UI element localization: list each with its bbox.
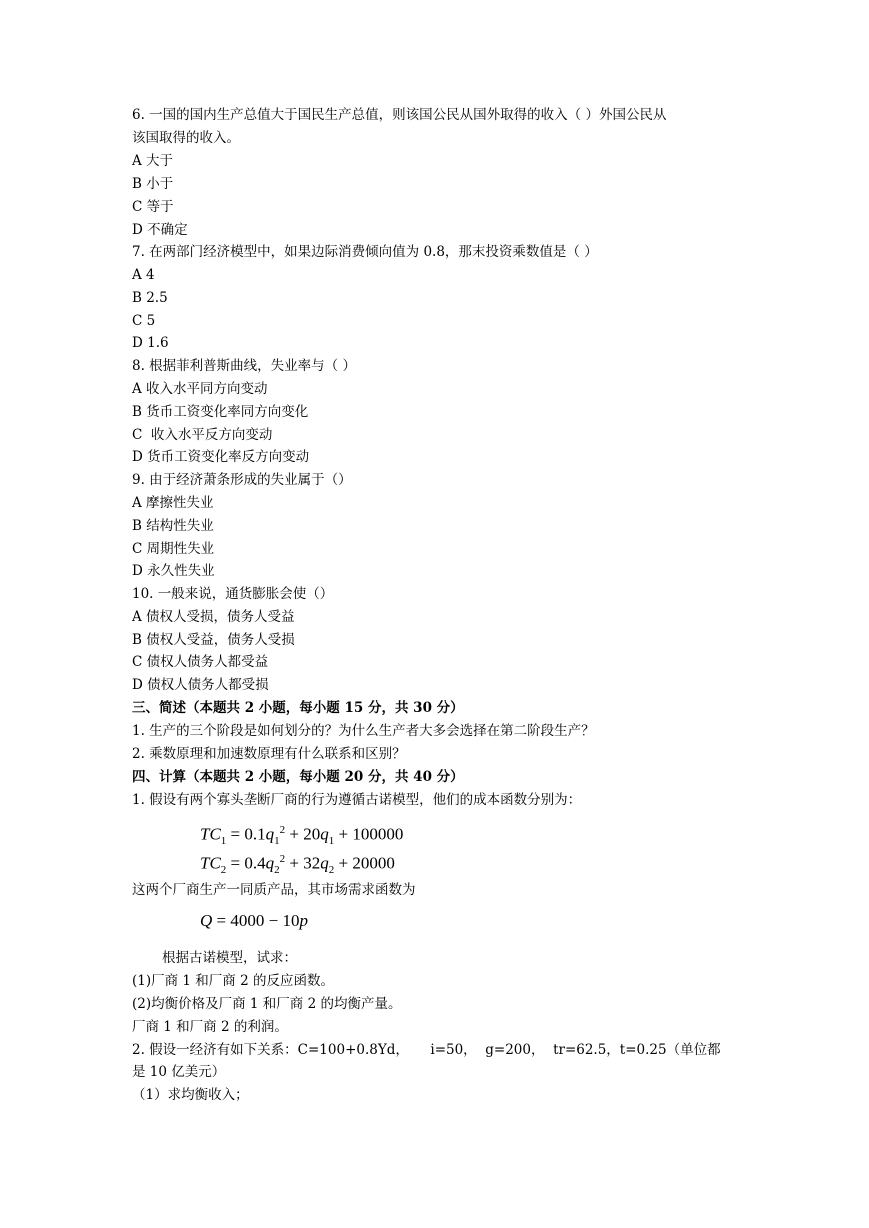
q9-option-c: C 周期性失业 bbox=[132, 541, 215, 557]
q7-option-a: A 4 bbox=[132, 267, 155, 283]
q8-option-c: C 收入水平反方向变动 bbox=[132, 427, 273, 443]
section4-heading: 四、计算（本题共 2 小题，每小题 20 分，共 40 分） bbox=[132, 769, 464, 785]
cost-equation-2: $TC_2 = 0.4q_2^2 + 32q_2 + 20000$ bbox=[200, 853, 395, 877]
problem1-intro: 1. 假设有两个寡头垄断厂商的行为遵循古诺模型，他们的成本函数分别为： bbox=[132, 792, 582, 808]
q6-stem-line1: 6. 一国的国内生产总值大于国民生产总值，则该国公民从国外取得的收入（ ）外国公民从 bbox=[132, 107, 667, 123]
q8-option-d: D 货币工资变化率反方向变动 bbox=[132, 449, 310, 465]
q6-option-b: B 小于 bbox=[132, 176, 174, 192]
subquestion-1: (1)厂商 1 和厂商 2 的反应函数。 bbox=[132, 973, 334, 989]
q9-stem: 9. 由于经济萧条形成的失业属于（） bbox=[132, 472, 352, 488]
q10-option-a: A 债权人受损，债务人受益 bbox=[132, 609, 295, 625]
subquestion-2: (2)均衡价格及厂商 1 和厂商 2 的均衡产量。 bbox=[132, 996, 402, 1012]
q6-option-a: A 大于 bbox=[132, 153, 174, 169]
q9-option-a: A 摩擦性失业 bbox=[132, 495, 214, 511]
demand-equation: Q = 4000 − 10p bbox=[200, 911, 308, 930]
q9-option-d: D 永久性失业 bbox=[132, 563, 215, 579]
problem2-line2: 是 10 亿美元） bbox=[132, 1064, 226, 1080]
q10-option-b: B 债权人受益，债务人受损 bbox=[132, 632, 295, 648]
section3-heading: 三、简述（本题共 2 小题，每小题 15 分，共 30 分） bbox=[132, 700, 464, 716]
q8-stem: 8. 根据菲利普斯曲线，失业率与（ ） bbox=[132, 358, 356, 374]
q6-stem-line2: 该国取得的收入。 bbox=[132, 130, 240, 146]
q7-option-d: D 1.6 bbox=[132, 335, 169, 351]
q7-option-c: C 5 bbox=[132, 313, 156, 329]
q7-stem: 7. 在两部门经济模型中，如果边际消费倾向值为 0.8，那末投资乘数值是（ ） bbox=[132, 244, 598, 260]
section3-item-2: 2. 乘数原理和加速数原理有什么联系和区别？ bbox=[132, 746, 406, 762]
q10-stem: 10. 一般来说，通货膨胀会使（） bbox=[132, 586, 334, 602]
demand-intro: 这两个厂商生产一同质产品，其市场需求函数为 bbox=[132, 882, 416, 898]
q9-option-b: B 结构性失业 bbox=[132, 518, 214, 534]
q10-option-d: D 债权人债务人都受损 bbox=[132, 677, 269, 693]
q10-option-c: C 债权人债务人都受益 bbox=[132, 654, 269, 670]
q7-option-b: B 2.5 bbox=[132, 290, 168, 306]
q8-option-a: A 收入水平同方向变动 bbox=[132, 381, 268, 397]
cournot-ask: 根据古诺模型，试求： bbox=[162, 950, 297, 966]
problem2-sub1: （1）求均衡收入； bbox=[132, 1087, 249, 1103]
q8-option-b: B 货币工资变化率同方向变化 bbox=[132, 404, 309, 420]
subquestion-3: 厂商 1 和厂商 2 的利润。 bbox=[132, 1019, 288, 1035]
q6-option-c: C 等于 bbox=[132, 199, 174, 215]
problem2-line1: 2. 假设一经济有如下关系：C=100+0.8Yd， i=50， g=200， tr=62.5，t=0.25（单位都 bbox=[132, 1042, 721, 1058]
section3-item-1: 1. 生产的三个阶段是如何划分的？为什么生产者大多会选择在第二阶段生产？ bbox=[132, 723, 595, 739]
cost-equation-1: $TC_1 = 0.1q_1^2 + 20q_1 + 100000$ bbox=[200, 824, 404, 848]
q6-option-d: D 不确定 bbox=[132, 222, 188, 238]
